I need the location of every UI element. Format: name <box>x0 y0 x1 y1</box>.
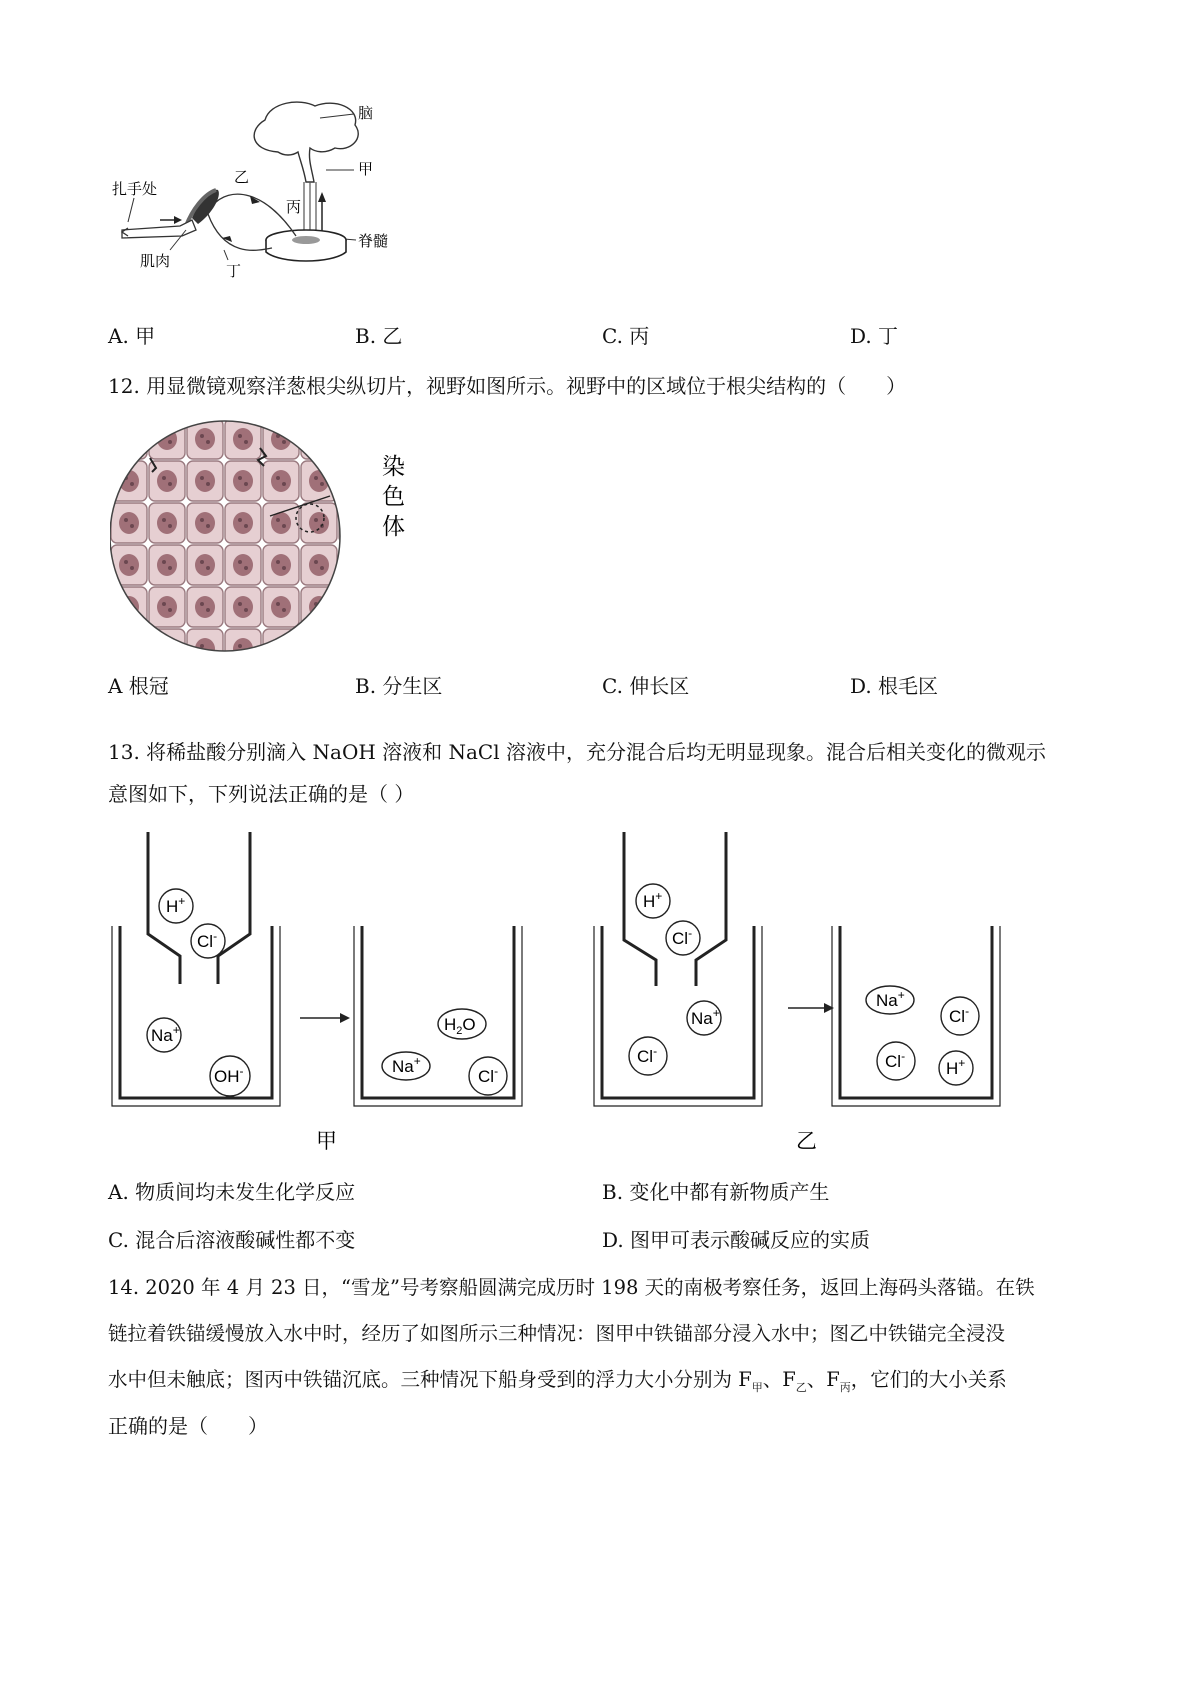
label-brain: 脑 <box>358 104 374 122</box>
q12-option-a[interactable]: A 根冠 <box>108 674 169 698</box>
q14-line3: 水中但未触底；图丙中铁锚沉底。三种情况下船身受到的浮力大小分别为 $F_甲$、$F_乙$、$F_丙$，它们的大小关系 <box>108 1368 1007 1394</box>
svg-text:H2O: $H_2O$ <box>444 1015 476 1037</box>
svg-text:Cl-: Cl- <box>637 1044 658 1066</box>
q12-option-c[interactable]: C. 伸长区 <box>602 674 690 698</box>
svg-text:Cl-: Cl- <box>672 926 693 948</box>
label-jia: 甲 <box>358 160 374 178</box>
q14-line4: 正确的是（ ） <box>108 1414 268 1438</box>
q13-option-d[interactable]: D. 图甲可表示酸碱反应的实质 <box>602 1228 871 1252</box>
label-yi: 乙 <box>234 168 250 186</box>
q12-option-d[interactable]: D. 根毛区 <box>850 674 939 698</box>
q13-option-c[interactable]: C. 混合后溶液酸碱性都不变 <box>108 1228 356 1252</box>
q14-line2: 链拉着铁锚缓慢放入水中时，经历了如图所示三种情况：图甲中铁锚部分浸入水中；图乙中铁锚完全浸没 <box>108 1322 1006 1345</box>
q13-stem-line2: 意图如下，下列说法正确的是（ ） <box>108 782 415 806</box>
reflex-arc-figure <box>100 90 420 290</box>
acid-base-micro-diagram <box>100 826 1020 1156</box>
label-chromosome-1: 染 <box>382 454 405 480</box>
q11-option-b[interactable]: B. 乙 <box>355 324 403 348</box>
svg-text:H+: H+ <box>643 889 663 911</box>
svg-text:H+: H+ <box>946 1056 966 1078</box>
svg-text:Na+: Na+ <box>691 1006 720 1028</box>
label-chromosome-2: 色 <box>382 484 405 510</box>
q13-stem-line1: 13. 将稀盐酸分别滴入 NaOH 溶液和 NaCl 溶液中，充分混合后均无明显现象。混合后相关变化的微观示 <box>108 740 1046 764</box>
caption-yi: 乙 <box>796 1129 817 1153</box>
svg-text:Na+: Na+ <box>876 988 905 1010</box>
svg-text:H+: H+ <box>166 894 186 916</box>
q13-option-b[interactable]: B. 变化中都有新物质产生 <box>602 1180 830 1204</box>
label-chromosome-3: 体 <box>382 514 405 540</box>
label-muscle: 肌肉 <box>140 252 171 270</box>
svg-text:Na+: Na+ <box>151 1023 180 1045</box>
caption-jia: 甲 <box>316 1129 337 1153</box>
svg-text:Cl-: Cl- <box>478 1064 499 1086</box>
q14-line1: 14. 2020 年 4 月 23 日，“雪龙”号考察船圆满完成历时 198 天的南极考察任务，返回上海码头落锚。在铁 <box>108 1276 1035 1299</box>
label-prick-site: 扎手处 <box>112 180 158 198</box>
svg-text:Na+: Na+ <box>392 1054 421 1076</box>
q11-option-d[interactable]: D. 丁 <box>850 324 899 348</box>
svg-text:Cl-: Cl- <box>885 1049 906 1071</box>
q11-option-a[interactable]: A. 甲 <box>108 324 156 348</box>
q11-option-c[interactable]: C. 丙 <box>602 324 650 348</box>
label-spinal-cord: 脊髓 <box>358 232 389 250</box>
svg-text:Cl-: Cl- <box>197 929 218 951</box>
svg-text:OH-: OH- <box>214 1064 244 1086</box>
q13-option-a[interactable]: A. 物质间均未发生化学反应 <box>108 1180 356 1204</box>
q12-option-b[interactable]: B. 分生区 <box>355 674 443 698</box>
label-bing: 丙 <box>286 198 302 216</box>
onion-root-microscope-figure <box>110 418 430 658</box>
q12-stem: 12. 用显微镜观察洋葱根尖纵切片，视野如图所示。视野中的区域位于根尖结构的（ ） <box>108 374 907 398</box>
svg-text:Cl-: Cl- <box>949 1004 970 1026</box>
label-ding: 丁 <box>226 262 242 280</box>
